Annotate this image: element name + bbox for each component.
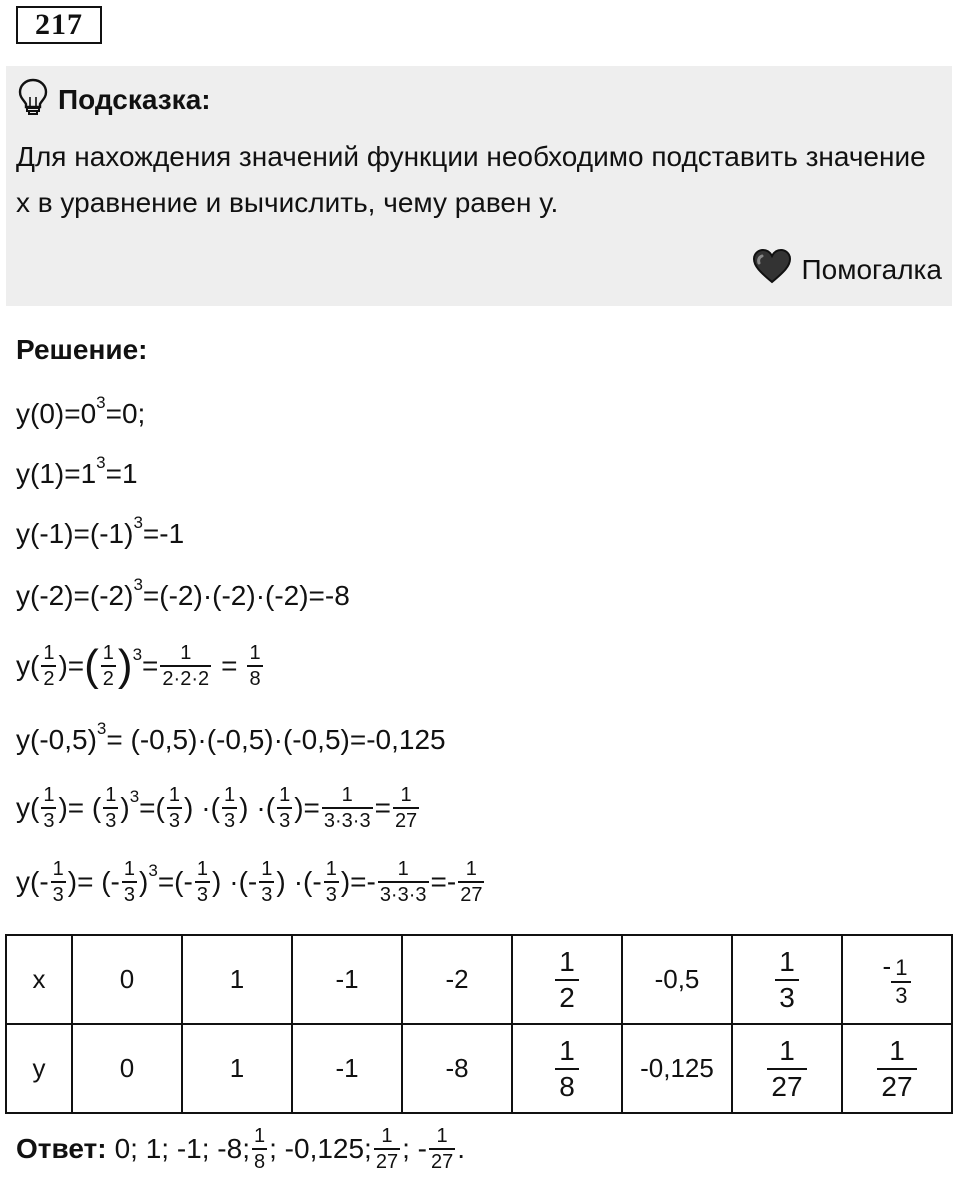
expr: ·(-	[293, 866, 322, 897]
fraction: $\frac{1}{27}$	[430, 1125, 454, 1173]
fraction: $\frac{1}{3}$	[52, 858, 64, 906]
expr: =-1	[142, 518, 185, 549]
task-number: 217	[16, 6, 102, 44]
fraction: $\frac{1}{27}$	[460, 858, 483, 906]
expr: =1	[105, 458, 138, 489]
expr: ·(-	[229, 866, 258, 897]
fraction: $\frac{1}{2}$	[102, 642, 114, 690]
answer-label: Ответ:	[16, 1133, 107, 1164]
expr: =	[221, 650, 238, 681]
fraction: $\frac{1}{3}$	[279, 784, 291, 832]
expr: у(1)=1	[16, 458, 97, 489]
expr: у(-2)=(-2)	[16, 580, 134, 611]
fraction: $\frac{1}{3}$	[123, 858, 136, 906]
expr: = (-0,5)·(-0,5)·(-0,5)=-0,125	[106, 724, 446, 755]
table-row-x	[6, 935, 952, 1024]
exponent: 3	[129, 787, 140, 806]
table-cell: 1	[182, 935, 292, 1024]
fraction: $\frac{1}{2\cdot 2\cdot 2}$	[162, 642, 210, 690]
table-cell: $\frac{1}{27}$	[732, 1024, 842, 1113]
exponent: 3	[133, 513, 143, 532]
fraction: $\frac{1}{3}$	[196, 858, 208, 906]
table-header-y: у	[6, 1024, 72, 1113]
table-cell: -0,5	[622, 935, 732, 1024]
paren-close: )	[117, 641, 133, 690]
solution-line-8: у(- $\frac{1}{3}$ )= (- $\frac{1}{3}$ ) $^3$ =(- $\frac{1}{3}$ ) ·(- $\frac{1}{3}$ ) ·(- $\frac{1}{3}$ )=- $\frac{1}{3\cdot 3\cdot 3}$ =- $\frac{1}{27}$	[16, 858, 483, 906]
fraction: $\frac{1}{3}$	[43, 784, 55, 832]
solution-line-7: у( $\frac{1}{3}$ )= ( $\frac{1}{3}$ ) $^3$ =( $\frac{1}{3}$ ) ·( $\frac{1}{3}$ ) ·( $\frac{1}{3}$ )= $\frac{1}{3\cdot 3\cdot 3}$ = $\frac{1}{27}$	[16, 784, 418, 832]
credit-label: Помогалка	[801, 253, 942, 285]
fraction: $\frac{1}{2}$	[43, 642, 55, 690]
table-header-x: х	[6, 935, 72, 1024]
table-cell: -1	[292, 1024, 402, 1113]
solution-line-2	[16, 448, 138, 500]
expr: у(-0,5)	[16, 724, 97, 755]
exponent: 3	[96, 719, 107, 738]
hint-box	[6, 66, 952, 306]
heart-icon	[752, 248, 792, 291]
expr: =-	[430, 866, 457, 897]
expr: =0;	[105, 398, 146, 429]
solution-line-5	[16, 640, 265, 692]
table-cell: $\frac{1}{27}$	[842, 1024, 952, 1113]
answer-text: ; -	[402, 1133, 427, 1164]
solution-line-3	[16, 508, 184, 560]
table-cell: -8	[402, 1024, 512, 1113]
solution-line-1	[16, 388, 145, 440]
answer-line	[16, 1118, 465, 1180]
credit	[752, 248, 942, 291]
fraction: $\frac{1}{3\cdot 3\cdot 3}$	[323, 784, 371, 832]
fraction: $\frac{1}{3}$	[168, 784, 180, 832]
expr: у(0)=0	[16, 398, 97, 429]
paren-open: (	[84, 641, 99, 690]
exponent: 3	[132, 645, 143, 664]
fraction: $\frac{1}{3}$	[325, 858, 337, 906]
fraction: $\frac{1}{27}$	[394, 784, 418, 832]
fraction: $\frac{1}{3}$	[261, 858, 273, 906]
table-cell: -2	[402, 935, 512, 1024]
answer-text: .	[457, 1133, 466, 1164]
solution-line-6	[16, 714, 446, 766]
expr: )=-	[340, 866, 376, 897]
hint-title: Подсказка:	[58, 83, 211, 115]
table-cell: $\frac{1}{3}$	[732, 935, 842, 1024]
expr: =(-	[157, 866, 193, 897]
exponent: 3	[96, 393, 106, 412]
table-row-y	[6, 1024, 952, 1113]
exponent: 3	[133, 575, 143, 594]
fraction: $\frac{1}{3\cdot 3\cdot 3}$	[379, 858, 427, 906]
answer-text: 0; 1; -1; -8;	[114, 1133, 250, 1164]
fraction: $\frac{1}{8}$	[253, 1125, 266, 1173]
table-cell: $\frac{1}{2}$	[512, 935, 622, 1024]
table-cell: - $\frac{1}{3}$	[842, 935, 952, 1024]
table-cell: $\frac{1}{8}$	[512, 1024, 622, 1113]
hint-text: Для нахождения значений функции необходимо подставить значение х в уравнение и вычислить, чему равен у.	[16, 141, 926, 218]
table-cell: -1	[292, 935, 402, 1024]
expr: ·(	[256, 792, 276, 823]
expr: у(	[16, 650, 40, 681]
fraction: $\frac{1}{27}$	[375, 1125, 399, 1173]
expr: у(-1)=(-1)	[16, 518, 134, 549]
expr: )= (-	[67, 866, 120, 897]
expr: у(-	[16, 866, 49, 897]
table-cell: 0	[72, 1024, 182, 1113]
table-cell: 1	[182, 1024, 292, 1113]
expr: ·(	[201, 792, 220, 823]
fraction: $\frac{1}{3}$	[105, 784, 117, 832]
expr: =	[142, 650, 159, 681]
expr: =(-2)·(-2)·(-2)=-8	[142, 580, 350, 611]
solution-title: Решение:	[16, 334, 148, 365]
values-table	[5, 934, 953, 1114]
expr: у(	[16, 792, 40, 823]
expr: )=	[58, 650, 85, 681]
expr: =(	[139, 792, 165, 823]
exponent: 3	[148, 861, 158, 880]
table-cell: -0,125	[622, 1024, 732, 1113]
lightbulb-icon	[18, 78, 48, 121]
hint-header	[18, 78, 211, 121]
fraction: $\frac{1}{8}$	[249, 642, 261, 690]
expr: )= (	[58, 792, 102, 823]
table-cell: 0	[72, 935, 182, 1024]
solution-line-4	[16, 570, 350, 622]
fraction: $\frac{1}{3}$	[223, 784, 236, 832]
exponent: 3	[96, 453, 106, 472]
answer-text: ; -0,125;	[269, 1133, 372, 1164]
